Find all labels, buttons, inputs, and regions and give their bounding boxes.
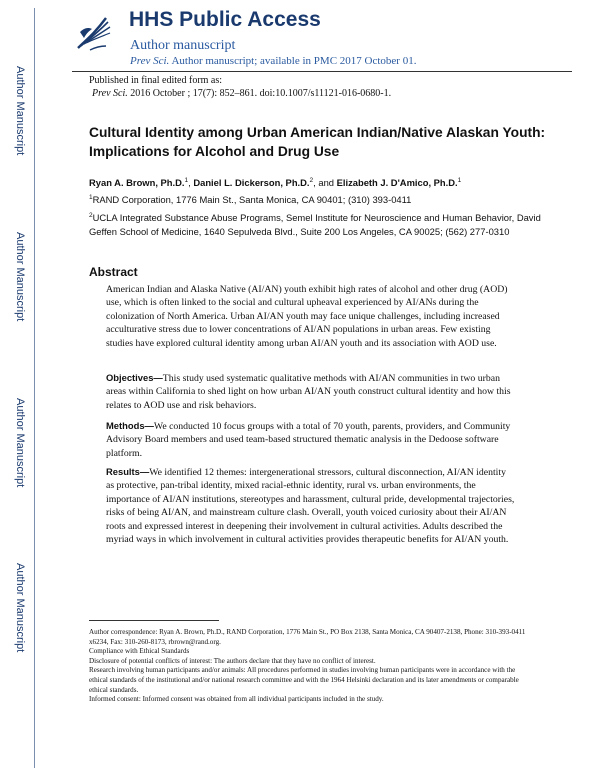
side-label-author-manuscript: Author Manuscript bbox=[14, 232, 26, 322]
footnote-conflicts: Disclosure of potential conflicts of interest: The authors declare that they have no conflict of interest. bbox=[89, 656, 376, 665]
abstract-objectives bbox=[106, 371, 516, 412]
section-label: Results— bbox=[106, 466, 150, 477]
author-separator: , and bbox=[313, 177, 337, 189]
article-title: Cultural Identity among Urban American Indian/Native Alaskan Youth: Implications for Alcohol and Drug Use bbox=[89, 125, 546, 159]
abstract-heading: Abstract bbox=[89, 265, 138, 279]
section-label: Methods— bbox=[106, 420, 154, 431]
abstract-results bbox=[106, 465, 516, 546]
section-text: This study used systematic qualitative methods with AI/AN communities in two urban areas within California to shed light on how urban AI/AN youth construct cultural identity and how this relates to AOD use and risk behaviors. bbox=[106, 373, 511, 411]
availability-note: Author manuscript; available in PMC 2017 October 01. bbox=[171, 55, 417, 67]
side-label-author-manuscript: Author Manuscript bbox=[14, 66, 26, 156]
side-label-author-manuscript: Author Manuscript bbox=[14, 563, 26, 653]
author-name: Ryan A. Brown, Ph.D. bbox=[89, 177, 185, 189]
abstract-methods bbox=[106, 419, 516, 460]
margin-divider bbox=[34, 8, 35, 768]
footnote-compliance: Compliance with Ethical Standards bbox=[89, 647, 190, 656]
publication-info bbox=[89, 74, 391, 100]
author-name: Elizabeth J. D'Amico, Ph.D. bbox=[336, 177, 458, 189]
citation-text: 2016 October ; 17(7): 852–861. doi:10.1007/s11121-016-0680-1. bbox=[130, 88, 392, 99]
author-affiliation-mark: 1 bbox=[184, 177, 189, 184]
affiliation-mark: 1 bbox=[89, 194, 93, 201]
journal-abbrev: Prev Sci. bbox=[130, 55, 170, 67]
affiliation bbox=[89, 191, 549, 207]
affiliation-text: UCLA Integrated Substance Abuse Programs, Semel Institute for Neuroscience and Human Behavior, David Geffen School of Medicine, 1640 Sepulveda Blvd., Suite 200 Los Angeles, CA 90025; (562) 277-0310 bbox=[89, 212, 541, 237]
abstract-intro: American Indian and Alaska Native (AI/AN) youth exhibit high rates of alcohol and other drug (AOD) use, which is often linked to the social and cultural upheaval experienced by AI/ANs during the colonization of North America. Urban AI/AN youth may face unique challenges, including increased acculturative stress due to lower concentrations of AI/AN populations in urban areas. Few existing studies have explored cultural identity among urban AI/AN youth and its association with AOD use. bbox=[106, 284, 508, 349]
footnote-research-ethics: Research involving human participants and/or animals: All procedures performed in studies involving human participants were in accordance with the ethical standards of the institutional and/or national research committee and with the 1964 Helsinki declaration and its later amendments or comparable ethical standards. bbox=[89, 666, 519, 694]
publication-citation bbox=[89, 87, 391, 100]
affiliation bbox=[89, 209, 549, 239]
header-divider bbox=[72, 71, 572, 72]
header-subtitle: Author manuscript bbox=[130, 38, 236, 53]
footnote-informed-consent: Informed consent: Informed consent was obtained from all individual participants included in the study. bbox=[89, 695, 384, 704]
author-affiliation-mark: 1 bbox=[457, 177, 462, 184]
header-title: HHS Public Access bbox=[129, 8, 321, 31]
footnote-divider bbox=[89, 620, 219, 621]
published-note: Published in final edited form as: bbox=[89, 75, 223, 86]
footnote-correspondence: Author correspondence: Ryan A. Brown, Ph.D., RAND Corporation, 1776 Main St., PO Box 2138, Santa Monica, CA 90407-2138, Phone: 310-393-0411 x6234, Fax: 310-260-8173, rbrown@rand.org. bbox=[89, 628, 526, 646]
affiliation-text: RAND Corporation, 1776 Main St., Santa Monica, CA 90401; (310) 393-0411 bbox=[92, 194, 412, 206]
author-separator: , bbox=[188, 177, 194, 189]
header-journal-note bbox=[130, 55, 416, 67]
affiliation-mark: 2 bbox=[89, 212, 93, 219]
side-label-author-manuscript: Author Manuscript bbox=[14, 398, 26, 488]
author-affiliation-mark: 2 bbox=[309, 177, 314, 184]
section-text: We identified 12 themes: intergenerational stressors, cultural disconnection, AI/AN identity as protective, pan-tribal identity, mixed racial-ethnic identity, rural vs. urban environments, the importance of AI/AN institutions, stereotypes and harassment, cultural pride, developmental trajectories, risks of being AI/AN, and mainstream culture clash. Overall, youth voiced curiosity about their AI/AN roots and expressed interest in deepening their involvement in cultural activities. Adults described the myriad ways in which involvement in cultural activities provides therapeutic benefits for AI/AN youth. bbox=[106, 467, 515, 546]
author-name: Daniel L. Dickerson, Ph.D. bbox=[193, 177, 310, 189]
journal-abbrev: Prev Sci. bbox=[92, 88, 128, 99]
footnotes bbox=[89, 628, 529, 705]
section-label: Objectives— bbox=[106, 372, 163, 383]
hhs-eagle-logo-icon bbox=[72, 10, 116, 56]
section-text: We conducted 10 focus groups with a total of 70 youth, parents, providers, and Community Advisory Board members and used team-based structured thematic analysis in the Dedoose software platform. bbox=[106, 421, 511, 459]
author-list bbox=[89, 175, 461, 189]
